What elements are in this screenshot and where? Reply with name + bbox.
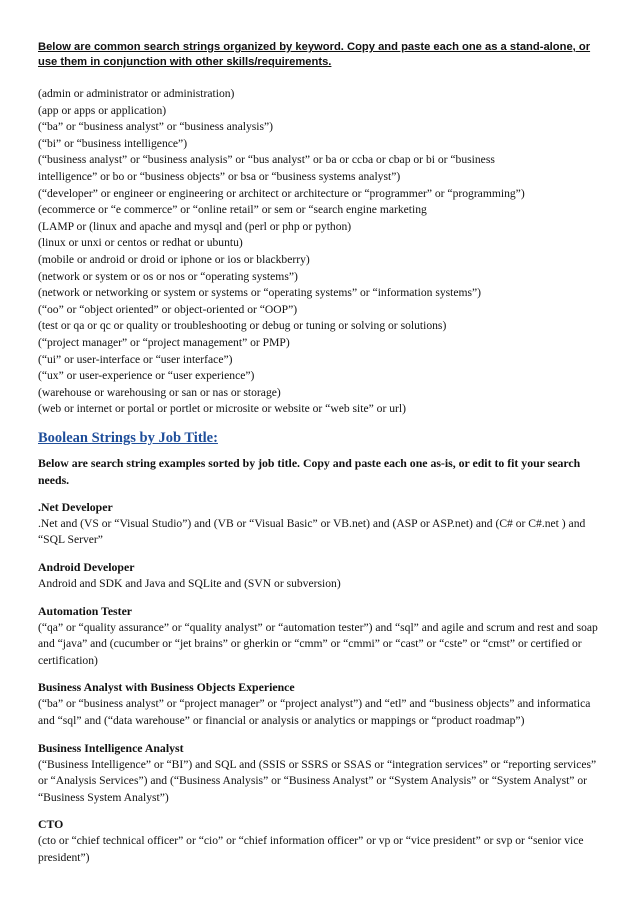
keyword-string-line: (web or internet or portal or portlet or microsite or website or “web site” or url) xyxy=(38,402,406,416)
keyword-string-line: (mobile or android or droid or iphone or ios or blackberry) xyxy=(38,252,310,266)
section-heading: Boolean Strings by Job Title: xyxy=(38,429,218,446)
job-title: Business Analyst with Business Objects Experience xyxy=(38,680,295,695)
job-search-string: (“Business Intelligence” or “BI”) and SQL and (SSIS or SSRS or SSAS or “integration services” or “reporting services” or “Analysis Services”) and (“Business Analysis” or “Business Analyst” or “System Analysis” or “System Analyst” or “Business System Analyst”) xyxy=(38,757,597,804)
keyword-string-line: intelligence” or bo or “business objects” or bsa or “business systems analyst”) xyxy=(38,169,401,183)
job-search-string: Android and SDK and Java and SQLite and (SVN or subversion) xyxy=(38,577,341,591)
keyword-string-line: (network or networking or system or systems or “operating systems” or “information systems”) xyxy=(38,286,482,300)
intro-paragraph: Below are common search strings organized by keyword. Copy and paste each one as a stand-alone, or use them in conjunction with other skills/requirements. xyxy=(38,41,591,68)
keyword-string-line: (“ui” or user-interface or “user interface”) xyxy=(38,352,233,366)
keyword-string-line: (“bi” or “business intelligence”) xyxy=(38,136,188,150)
keyword-string-line: (network or system or os or nos or “operating systems”) xyxy=(38,269,298,283)
job-entry xyxy=(38,603,604,670)
keyword-string-line: (“project manager” or “project management” or PMP) xyxy=(38,335,290,349)
job-search-string: (“qa” or “quality assurance” or “quality analyst” or “automation tester”) and “sql” and agile and scrum and rest and soap and “java” and (cucumber or “jet brains” or gherkin or “cmm” or “cmmi” or “cast” or “cste” or “cmst” or certified or certification) xyxy=(38,620,598,667)
keyword-string-line: (“ba” or “business analyst” or “business analysis”) xyxy=(38,120,274,134)
keyword-string-line: (test or qa or qc or quality or troubleshooting or debug or tuning or solving or solutions) xyxy=(38,319,447,333)
job-entry xyxy=(38,559,604,593)
job-title: Android Developer xyxy=(38,560,135,575)
keyword-string-line: (admin or administrator or administration) xyxy=(38,87,235,100)
keyword-strings-list xyxy=(38,86,604,418)
keyword-string-line: (“oo” or “object oriented” or object-oriented or “OOP”) xyxy=(38,302,298,316)
job-title: CTO xyxy=(38,817,64,832)
job-title: Automation Tester xyxy=(38,603,133,618)
job-entry xyxy=(38,816,604,866)
section-intro-paragraph: Below are search string examples sorted by job title. Copy and paste each one as-is, or edit to fit your search needs. xyxy=(38,455,581,487)
keyword-string-line: (“ux” or user-experience or “user experience”) xyxy=(38,369,255,383)
keyword-string-line: (“developer” or engineer or engineering or architect or architecture or “programmer” or “programming”) xyxy=(38,186,525,200)
job-entry xyxy=(38,499,604,549)
keyword-string-line: (“business analyst” or “business analysis” or “bus analyst” or ba or ccba or cbap or bi or “business xyxy=(38,153,495,167)
job-title: Business Intelligence Analyst xyxy=(38,740,184,755)
keyword-string-line: (LAMP or (linux and apache and mysql and (perl or php or python) xyxy=(38,219,352,233)
job-search-string: (cto or “chief technical officer” or “cio” or “chief information officer” or vp or “vice president” or svp or “senior vice president”) xyxy=(38,834,584,864)
keyword-string-line: (warehouse or warehousing or san or nas or storage) xyxy=(38,385,281,399)
job-title: .Net Developer xyxy=(38,499,113,514)
keyword-string-line: (linux or unxi or centos or redhat or ubuntu) xyxy=(38,236,243,250)
job-search-string: .Net and (VS or “Visual Studio”) and (VB or “Visual Basic” or VB.net) and (ASP or ASP.net) and (C# or C#.net ) and “SQL Server” xyxy=(38,516,586,547)
keyword-string-line: (ecommerce or “e commerce” or “online retail” or sem or “search engine marketing xyxy=(38,203,427,217)
keyword-string-line: (app or apps or application) xyxy=(38,103,167,117)
document-page xyxy=(38,40,604,867)
job-entry xyxy=(38,679,604,729)
job-entry xyxy=(38,740,604,807)
job-search-string: (“ba” or “business analyst” or “project manager” or “project analyst”) and “etl” and “business objects” and informatica and “sql” and (“data warehouse” or financial or analysis or analytics or mappings or “product roadmap”) xyxy=(38,697,591,728)
